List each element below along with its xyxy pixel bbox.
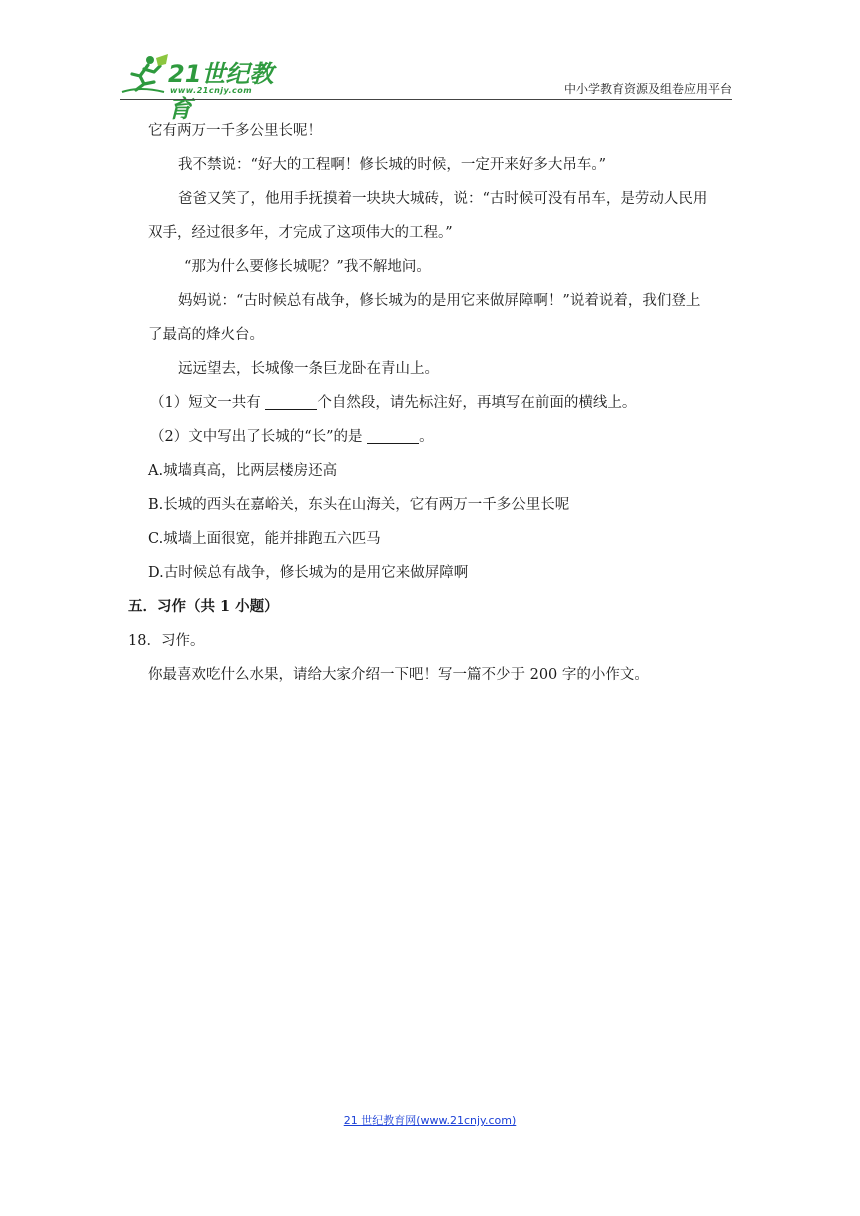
paragraph-text: 爸爸又笑了，他用手抚摸着一块块大城砖，说：“古时候可没有吊车，是劳动人民用: [178, 191, 708, 207]
paragraph-text: 它有两万一千多公里长呢！: [148, 123, 322, 139]
section-title: 五．习作（共 1 小题）: [128, 598, 279, 615]
question-2-prefix: （2）文中写出了长城的“长”的是: [150, 429, 363, 445]
footer-link[interactable]: 21 世纪教育网(www.21cnjy.com): [343, 1114, 517, 1127]
question-18-prompt: 你最喜欢吃什么水果，请给大家介绍一下吧！写一篇不少于 200 字的小作文。: [148, 667, 649, 683]
option-b[interactable]: B.长城的西头在嘉峪关，东头在山海关，它有两万一千多公里长呢: [148, 497, 570, 513]
question-18-label: 18．习作。: [128, 633, 205, 649]
option-d[interactable]: D.古时候总有战争，修长城为的是用它来做屏障啊: [148, 565, 469, 581]
answer-blank[interactable]: [265, 393, 317, 410]
answer-blank[interactable]: [367, 427, 419, 444]
logo-url: www.21cnjy.com: [170, 86, 253, 95]
paragraph-text: 妈妈说：“古时候总有战争，修长城为的是用它来做屏障啊！”说着说着，我们登上: [178, 293, 701, 309]
runner-logo-icon: [120, 52, 172, 98]
question-1: [150, 386, 736, 420]
paragraph-text: 我不禁说：“好大的工程啊！修长城的时候，一定开来好多大吊车。”: [178, 157, 607, 173]
question-2: [150, 420, 736, 454]
document-body: [128, 114, 736, 692]
question-2-suffix: 。: [419, 429, 434, 445]
header-tagline: 中小学教育资源及组卷应用平台: [563, 82, 732, 96]
site-logo[interactable]: [120, 52, 290, 123]
paragraph-text: 远远望去，长城像一条巨龙卧在青山上。: [178, 361, 439, 377]
logo-wordmark: 21世纪教育: [168, 60, 274, 123]
paragraph-text: 了最高的烽火台。: [148, 327, 264, 343]
option-a[interactable]: A.城墙真高，比两层楼房还高: [148, 463, 338, 479]
paragraph-text: “那为什么要修长城呢？”我不解地问。: [184, 259, 431, 275]
header-divider: [120, 99, 732, 100]
option-c[interactable]: C.城墙上面很宽，能并排跑五六匹马: [148, 531, 381, 547]
page-header: [120, 50, 732, 123]
question-1-suffix: 个自然段，请先标注好，再填写在前面的横线上。: [317, 395, 637, 411]
question-1-prefix: （1）短文一共有: [150, 395, 261, 411]
paragraph-text: 双手，经过很多年，才完成了这项伟大的工程。”: [148, 225, 453, 241]
